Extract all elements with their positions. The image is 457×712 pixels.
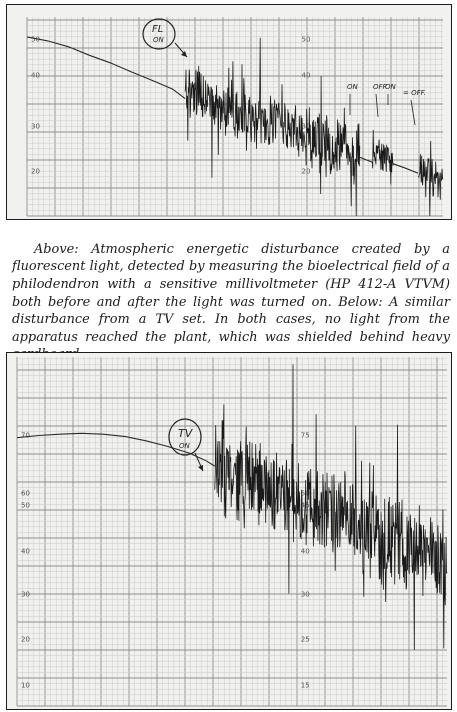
y-tick-label-right: 40	[300, 547, 310, 556]
chart-canvas-bottom	[7, 353, 450, 708]
y-tick-label-left: 60	[21, 489, 30, 498]
caption-text: Above: Atmospheric energetic disturbance created by a fluorescent light, detected by measuring the bioelectrical field of a philodendron with a sensitive millivoltmeter (HP 412-A VTVM) both before and after the light was turned on. Below: A similar disturbance from a TV set. In both cases, no light from the apparatus reached the plant, which was shielded behind heavy	[12, 241, 450, 345]
y-tick-label-left: 50	[31, 35, 40, 44]
y-tick-label-left: 10	[21, 681, 30, 690]
y-tick-label-left: 30	[21, 590, 30, 599]
chart-tv-set	[6, 352, 452, 710]
annotation-label: FL	[152, 24, 164, 35]
annotation-note: OFF	[373, 83, 387, 91]
annotation-note: ON	[347, 83, 358, 91]
annotation-arrow	[376, 94, 378, 117]
y-tick-label-right: 30	[300, 590, 310, 599]
data-series	[17, 364, 447, 649]
grid	[27, 17, 443, 216]
annotation-label: ON	[179, 442, 190, 450]
y-tick-label-right: 45	[300, 501, 310, 510]
y-tick-label-right: 20	[301, 167, 311, 176]
y-tick-label-right: 25	[300, 635, 310, 644]
y-tick-label-left: 40	[21, 547, 30, 556]
chart-canvas-top	[7, 5, 450, 218]
y-tick-label-left: 20	[21, 635, 30, 644]
annotation-label: TV	[178, 427, 193, 440]
y-tick-label-right: 30	[301, 122, 311, 131]
noise-trace	[372, 130, 393, 185]
noise-trace	[185, 35, 360, 216]
y-tick-label-left: 30	[31, 122, 40, 131]
chart-fluorescent-light	[6, 4, 452, 220]
y-tick-label-left: 40	[31, 71, 40, 80]
annotation-label: ON	[153, 36, 164, 44]
y-tick-label-left: 70	[21, 431, 30, 440]
annotation-note: = OFF.	[403, 89, 426, 97]
noise-trace	[215, 364, 447, 649]
y-tick-label-left: 20	[31, 167, 40, 176]
y-tick-label-right: 75	[300, 431, 310, 440]
y-tick-label-right: 40	[301, 71, 311, 80]
y-tick-label-right: 50	[301, 35, 311, 44]
y-tick-label-left: 50	[21, 501, 30, 510]
y-tick-label-right: 50	[300, 489, 310, 498]
annotation-note: ON	[385, 83, 396, 91]
y-tick-label-right: 15	[300, 681, 310, 690]
figure-caption	[12, 241, 450, 364]
